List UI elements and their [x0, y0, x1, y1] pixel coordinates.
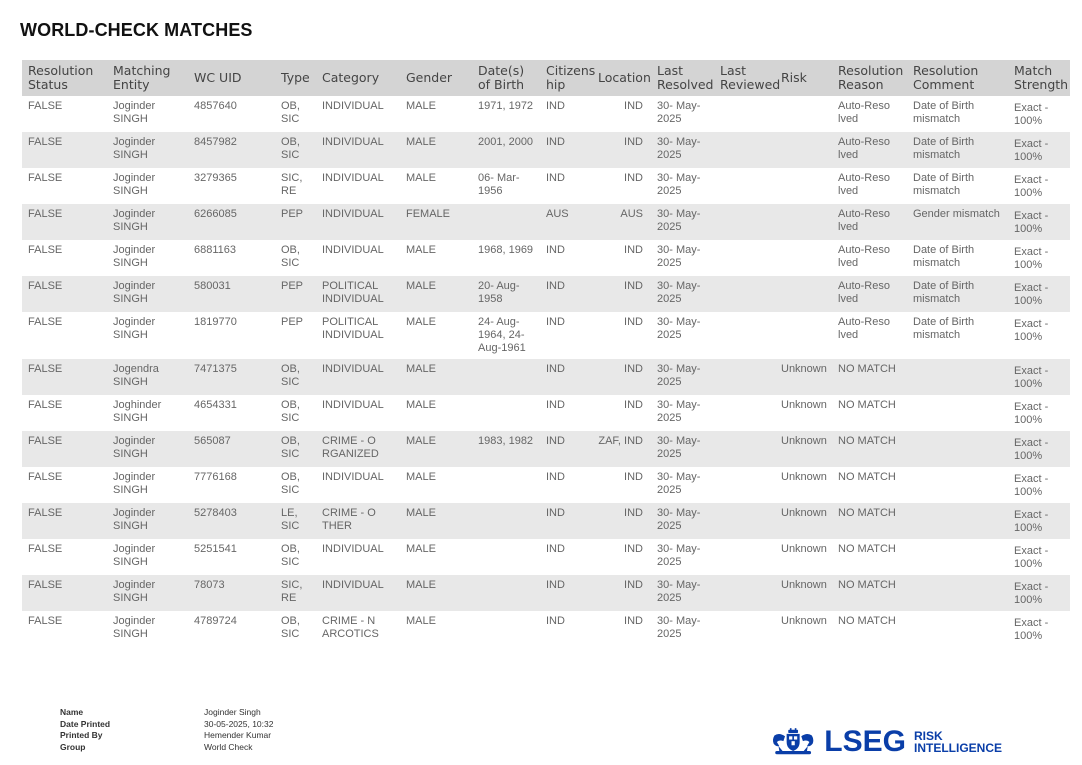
- cell-resolution-comment: Date of Birth mismatch: [913, 172, 975, 197]
- cell-wc-uid: 4789724: [194, 615, 237, 627]
- cell-category: POLITICAL INDIVIDUAL: [316, 276, 400, 312]
- cell-matching-entity: Joginder SINGH: [113, 316, 156, 341]
- cell-type: SIC, RE: [281, 172, 303, 197]
- cell-location: AUS: [592, 204, 651, 240]
- cell-type: OB, SIC: [281, 244, 300, 269]
- table-row[interactable]: [22, 204, 1070, 240]
- cell-wc-uid: 565087: [188, 431, 275, 467]
- cell-last-resolved: 30- May-2025: [651, 503, 714, 539]
- cell-type: OB, SIC: [281, 615, 300, 640]
- cell-citizenship: IND: [546, 399, 565, 411]
- cell-risk: [775, 96, 832, 132]
- column-header-match-strength[interactable]: Match Strength: [1008, 60, 1070, 96]
- table-row[interactable]: [22, 240, 1070, 276]
- cell-location: IND: [592, 575, 651, 611]
- column-header-gender[interactable]: Gender: [400, 60, 472, 96]
- cell-last-reviewed: [714, 96, 775, 132]
- cell-wc-uid: 6266085: [188, 204, 275, 240]
- cell-resolution-comment: [907, 431, 1008, 467]
- cell-match-strength: Exact - 100%: [1008, 276, 1070, 312]
- cell-type: PEP: [281, 316, 304, 328]
- cell-gender: MALE: [406, 100, 436, 112]
- footer-value-printed-by: Hemender Kumar: [204, 730, 272, 740]
- table-row[interactable]: [22, 575, 1070, 611]
- cell-wc-uid: 78073: [188, 575, 275, 611]
- cell-resolution-comment: [907, 467, 1008, 503]
- cell-location: IND: [592, 276, 651, 312]
- cell-matching-entity: Joginder SINGH: [107, 132, 188, 168]
- cell-dob: 2001, 2000: [472, 132, 540, 168]
- cell-wc-uid: 5278403: [188, 503, 275, 539]
- cell-resolution-reason: NO MATCH: [832, 359, 907, 395]
- cell-gender: MALE: [406, 172, 436, 184]
- cell-dob: [472, 204, 540, 240]
- cell-type: PEP: [275, 276, 316, 312]
- cell-citizenship: IND: [546, 172, 565, 184]
- cell-last-reviewed: [714, 431, 775, 467]
- cell-category: CRIME - N ARCOTICS: [322, 615, 379, 640]
- cell-matching-entity: Joginder SINGH: [107, 575, 188, 611]
- cell-category: INDIVIDUAL: [322, 543, 384, 555]
- cell-risk: Unknown: [781, 615, 827, 627]
- cell-wc-uid: 3279365: [194, 172, 237, 184]
- cell-resolution-reason: Auto-Reso lved: [832, 276, 907, 312]
- cell-location: IND: [624, 471, 643, 483]
- cell-resolution-comment: [907, 575, 1008, 611]
- cell-type: OB, SIC: [275, 431, 316, 467]
- cell-last-reviewed: [714, 168, 775, 204]
- cell-resolution-status: FALSE: [28, 471, 63, 483]
- cell-gender: MALE: [406, 244, 436, 256]
- cell-last-reviewed: [714, 359, 775, 395]
- cell-gender: MALE: [400, 276, 472, 312]
- cell-resolution-comment: [907, 395, 1008, 431]
- cell-location: IND: [624, 615, 643, 627]
- cell-location: IND: [592, 503, 651, 539]
- cell-risk: Unknown: [781, 471, 827, 483]
- footer-label-date-printed: Date Printed: [60, 718, 111, 729]
- cell-dob: 24- Aug-1964, 24- Aug-1961: [478, 316, 526, 354]
- cell-match-strength: Exact - 100%: [1014, 617, 1049, 642]
- cell-match-strength: Exact - 100%: [1008, 575, 1070, 611]
- cell-dob: 1968, 1969: [478, 244, 534, 256]
- table-row[interactable]: [22, 359, 1070, 395]
- cell-location: IND: [624, 316, 643, 328]
- cell-last-reviewed: [714, 312, 775, 359]
- logo-tagline: [914, 730, 1002, 754]
- cell-gender: MALE: [400, 359, 472, 395]
- cell-dob: [472, 467, 540, 503]
- cell-resolution-reason: Auto-Reso lved: [838, 172, 890, 197]
- cell-resolution-status: FALSE: [28, 172, 63, 184]
- cell-dob: [472, 359, 540, 395]
- column-header-last-resolved[interactable]: Last Resolved: [651, 60, 714, 96]
- cell-category: INDIVIDUAL: [322, 172, 384, 184]
- footer-label-name: Name: [60, 707, 84, 717]
- cell-location: IND: [624, 172, 643, 184]
- cell-resolution-comment: [907, 359, 1008, 395]
- cell-matching-entity: Joginder SINGH: [107, 503, 188, 539]
- cell-last-resolved: 30- May-2025: [657, 172, 701, 197]
- cell-resolution-reason: Auto-Reso lved: [838, 244, 890, 269]
- cell-location: IND: [624, 100, 643, 112]
- footer-label-group: Group: [60, 741, 86, 752]
- cell-type: PEP: [275, 204, 316, 240]
- cell-dob: 06- Mar-1956: [478, 172, 520, 197]
- cell-resolution-comment: Date of Birth mismatch: [907, 276, 1008, 312]
- column-header-risk[interactable]: Risk: [775, 60, 832, 96]
- cell-match-strength: Exact - 100%: [1014, 246, 1049, 271]
- cell-resolution-comment: [907, 611, 1008, 647]
- cell-resolution-status: FALSE: [22, 132, 107, 168]
- cell-dob: 20- Aug-1958: [472, 276, 540, 312]
- cell-matching-entity: Joginder SINGH: [113, 543, 156, 568]
- cell-citizenship: IND: [546, 100, 565, 112]
- cell-type: OB, SIC: [281, 471, 300, 496]
- cell-citizenship: IND: [540, 575, 592, 611]
- cell-type: OB, SIC: [281, 543, 300, 568]
- cell-citizenship: IND: [540, 276, 592, 312]
- cell-citizenship: IND: [540, 359, 592, 395]
- footer-value-group: World Check: [204, 741, 253, 752]
- cell-last-reviewed: [714, 395, 775, 431]
- table-row[interactable]: [22, 431, 1070, 467]
- cell-resolution-reason: NO MATCH: [832, 503, 907, 539]
- cell-type: SIC, RE: [275, 575, 316, 611]
- cell-category: INDIVIDUAL: [316, 204, 400, 240]
- cell-resolution-comment: Date of Birth mismatch: [913, 316, 975, 341]
- cell-type: OB, SIC: [281, 100, 300, 125]
- cell-type: OB, SIC: [275, 132, 316, 168]
- cell-matching-entity: Joginder SINGH: [113, 100, 156, 125]
- cell-resolution-reason: Auto-Reso lved: [838, 316, 890, 341]
- cell-location: ZAF, IND: [592, 431, 651, 467]
- table-row[interactable]: [22, 276, 1070, 312]
- cell-wc-uid: 580031: [188, 276, 275, 312]
- cell-resolution-comment: [907, 539, 1008, 575]
- table-row[interactable]: [22, 611, 1070, 647]
- cell-citizenship: AUS: [540, 204, 592, 240]
- cell-match-strength: Exact - 100%: [1008, 132, 1070, 168]
- footer-value-name: Joginder Singh: [204, 707, 261, 717]
- table-row[interactable]: [22, 539, 1070, 575]
- cell-gender: MALE: [400, 575, 472, 611]
- cell-category: INDIVIDUAL: [322, 471, 384, 483]
- cell-last-resolved: 30- May-2025: [657, 543, 701, 568]
- cell-location: IND: [592, 359, 651, 395]
- cell-last-resolved: 30- May-2025: [657, 244, 701, 269]
- table-row[interactable]: [22, 168, 1070, 204]
- cell-last-reviewed: [714, 539, 775, 575]
- cell-wc-uid: 8457982: [188, 132, 275, 168]
- cell-last-resolved: 30- May-2025: [651, 359, 714, 395]
- cell-resolution-comment: Gender mismatch: [907, 204, 1008, 240]
- cell-matching-entity: Joginder SINGH: [107, 431, 188, 467]
- cell-last-reviewed: [714, 467, 775, 503]
- cell-risk: Unknown: [775, 503, 832, 539]
- cell-citizenship: IND: [546, 244, 565, 256]
- column-header-wc-uid[interactable]: WC UID: [188, 60, 275, 96]
- cell-resolution-status: FALSE: [22, 575, 107, 611]
- cell-last-resolved: 30- May-2025: [657, 615, 701, 640]
- cell-risk: [775, 240, 832, 276]
- cell-type: LE, SIC: [275, 503, 316, 539]
- cell-last-resolved: 30- May-2025: [657, 471, 701, 496]
- cell-last-resolved: 30- May-2025: [651, 431, 714, 467]
- cell-resolution-reason: NO MATCH: [838, 543, 896, 555]
- cell-resolution-status: FALSE: [22, 276, 107, 312]
- cell-risk: [775, 204, 832, 240]
- cell-citizenship: IND: [540, 503, 592, 539]
- cell-match-strength: Exact - 100%: [1014, 545, 1049, 570]
- cell-gender: MALE: [406, 543, 436, 555]
- cell-dob: [472, 395, 540, 431]
- cell-matching-entity: Joghinder SINGH: [113, 399, 162, 424]
- cell-resolution-reason: NO MATCH: [832, 575, 907, 611]
- cell-match-strength: Exact - 100%: [1008, 431, 1070, 467]
- footer-label-printed-by: Printed By: [60, 730, 103, 740]
- cell-last-resolved: 30- May-2025: [657, 316, 701, 341]
- cell-gender: MALE: [400, 431, 472, 467]
- cell-category: INDIVIDUAL: [316, 575, 400, 611]
- cell-wc-uid: 5251541: [194, 543, 237, 555]
- cell-match-strength: Exact - 100%: [1014, 174, 1049, 199]
- cell-matching-entity: Joginder SINGH: [107, 276, 188, 312]
- cell-location: IND: [624, 244, 643, 256]
- cell-resolution-comment: Date of Birth mismatch: [913, 244, 975, 269]
- cell-category: INDIVIDUAL: [322, 399, 384, 411]
- cell-wc-uid: 1819770: [194, 316, 237, 328]
- cell-citizenship: IND: [546, 471, 565, 483]
- cell-category: INDIVIDUAL: [322, 100, 384, 112]
- cell-gender: FEMALE: [400, 204, 472, 240]
- page-title: WORLD-CHECK MATCHES: [20, 20, 253, 40]
- cell-matching-entity: Joginder SINGH: [113, 615, 156, 640]
- cell-category: INDIVIDUAL: [316, 132, 400, 168]
- cell-last-reviewed: [714, 132, 775, 168]
- cell-category: INDIVIDUAL: [316, 359, 400, 395]
- cell-resolution-reason: NO MATCH: [838, 399, 896, 411]
- cell-risk: Unknown: [775, 431, 832, 467]
- cell-match-strength: Exact - 100%: [1008, 503, 1070, 539]
- cell-location: IND: [624, 399, 643, 411]
- cell-resolution-status: FALSE: [28, 316, 63, 328]
- cell-citizenship: IND: [546, 543, 565, 555]
- cell-dob: [472, 539, 540, 575]
- cell-risk: Unknown: [775, 575, 832, 611]
- column-header-matching-entity[interactable]: Matching Entity: [107, 60, 188, 96]
- cell-resolution-status: FALSE: [22, 503, 107, 539]
- cell-last-resolved: 30- May-2025: [651, 575, 714, 611]
- table-row[interactable]: [22, 503, 1070, 539]
- cell-resolution-status: FALSE: [22, 359, 107, 395]
- cell-category: CRIME - O THER: [316, 503, 400, 539]
- cell-risk: [775, 168, 832, 204]
- column-header-resolution-reason[interactable]: Resolution Reason: [832, 60, 907, 96]
- cell-wc-uid: 6881163: [194, 244, 237, 256]
- cell-citizenship: IND: [546, 316, 565, 328]
- cell-last-reviewed: [714, 611, 775, 647]
- cell-matching-entity: Jogendra SINGH: [107, 359, 188, 395]
- cell-matching-entity: Joginder SINGH: [107, 204, 188, 240]
- cell-resolution-reason: NO MATCH: [838, 471, 896, 483]
- cell-resolution-reason: Auto-Reso lved: [832, 204, 907, 240]
- cell-wc-uid: 7776168: [194, 471, 237, 483]
- cell-type: OB, SIC: [275, 359, 316, 395]
- cell-dob: 1971, 1972: [478, 100, 534, 112]
- cell-resolution-comment: Date of Birth mismatch: [907, 132, 1008, 168]
- cell-last-reviewed: [714, 503, 775, 539]
- cell-match-strength: Exact - 100%: [1008, 359, 1070, 395]
- table-row[interactable]: [22, 312, 1070, 359]
- cell-last-resolved: 30- May-2025: [657, 399, 701, 424]
- table-row[interactable]: [22, 467, 1070, 503]
- cell-citizenship: IND: [540, 132, 592, 168]
- cell-matching-entity: Joginder SINGH: [113, 172, 156, 197]
- cell-citizenship: IND: [546, 615, 565, 627]
- column-header-last-reviewed[interactable]: Last Reviewed: [714, 60, 775, 96]
- cell-resolution-comment: Date of Birth mismatch: [913, 100, 975, 125]
- cell-dob: [472, 575, 540, 611]
- cell-last-resolved: 30- May-2025: [651, 204, 714, 240]
- cell-risk: Unknown: [781, 399, 827, 411]
- cell-match-strength: Exact - 100%: [1014, 318, 1049, 343]
- cell-matching-entity: Joginder SINGH: [113, 471, 156, 496]
- cell-resolution-status: FALSE: [28, 543, 63, 555]
- cell-risk: [775, 276, 832, 312]
- cell-type: OB, SIC: [281, 399, 300, 424]
- logo-brand: LSEG: [824, 725, 906, 758]
- cell-resolution-status: FALSE: [28, 244, 63, 256]
- cell-match-strength: Exact - 100%: [1014, 473, 1049, 498]
- logo-tagline-line2: INTELLIGENCE: [913, 741, 1002, 755]
- cell-last-resolved: 30- May-2025: [651, 132, 714, 168]
- cell-resolution-status: FALSE: [22, 204, 107, 240]
- table-row[interactable]: [22, 395, 1070, 431]
- cell-risk: [775, 312, 832, 359]
- table-header-row: [22, 60, 1070, 96]
- cell-resolution-status: FALSE: [28, 100, 63, 112]
- column-header-type[interactable]: Type: [275, 60, 316, 96]
- cell-match-strength: Exact - 100%: [1014, 102, 1049, 127]
- table-row[interactable]: [22, 132, 1070, 168]
- cell-wc-uid: 7471375: [188, 359, 275, 395]
- matches-table: [22, 60, 1070, 647]
- cell-match-strength: Exact - 100%: [1014, 401, 1049, 426]
- cell-last-reviewed: [714, 276, 775, 312]
- cell-last-reviewed: [714, 575, 775, 611]
- cell-last-resolved: 30- May-2025: [657, 100, 701, 125]
- cell-resolution-status: FALSE: [28, 615, 63, 627]
- cell-last-reviewed: [714, 240, 775, 276]
- cell-resolution-reason: NO MATCH: [838, 615, 896, 627]
- cell-last-resolved: 30- May-2025: [651, 276, 714, 312]
- cell-last-reviewed: [714, 204, 775, 240]
- cell-wc-uid: 4857640: [194, 100, 237, 112]
- column-header-resolution-comment[interactable]: Resolution Comment: [907, 60, 1008, 96]
- cell-gender: MALE: [400, 503, 472, 539]
- cell-resolution-status: FALSE: [22, 431, 107, 467]
- cell-location: IND: [624, 543, 643, 555]
- cell-gender: MALE: [406, 316, 436, 328]
- cell-category: INDIVIDUAL: [322, 244, 384, 256]
- logo-tagline-line1: RISK: [913, 729, 943, 743]
- crest-icon: [772, 725, 814, 759]
- column-header-dob[interactable]: Date(s) of Birth: [472, 60, 540, 96]
- cell-risk: Unknown: [781, 543, 827, 555]
- column-header-citizenship[interactable]: Citizens hip: [540, 60, 592, 96]
- cell-resolution-status: FALSE: [28, 399, 63, 411]
- column-header-location[interactable]: Location: [592, 60, 651, 96]
- cell-resolution-reason: Auto-Reso lved: [838, 100, 890, 125]
- table-row[interactable]: [22, 96, 1070, 132]
- cell-gender: MALE: [406, 615, 436, 627]
- cell-match-strength: Exact - 100%: [1008, 204, 1070, 240]
- cell-wc-uid: 4654331: [194, 399, 237, 411]
- cell-gender: MALE: [406, 399, 436, 411]
- cell-matching-entity: Joginder SINGH: [113, 244, 156, 269]
- cell-resolution-reason: NO MATCH: [832, 431, 907, 467]
- cell-risk: Unknown: [775, 359, 832, 395]
- cell-citizenship: IND: [540, 431, 592, 467]
- cell-resolution-reason: Auto-Reso lved: [832, 132, 907, 168]
- cell-risk: [775, 132, 832, 168]
- cell-gender: MALE: [400, 132, 472, 168]
- cell-location: IND: [592, 132, 651, 168]
- footer-value-date-printed: 30-05-2025, 10:32: [204, 718, 274, 729]
- cell-dob: [472, 611, 540, 647]
- column-header-category[interactable]: Category: [316, 60, 400, 96]
- cell-category: CRIME - O RGANIZED: [316, 431, 400, 467]
- cell-dob: [472, 503, 540, 539]
- column-header-resolution-status[interactable]: Resolution Status: [22, 60, 107, 96]
- lseg-logo: [772, 724, 1002, 760]
- cell-gender: MALE: [406, 471, 436, 483]
- cell-resolution-comment: [907, 503, 1008, 539]
- cell-dob: 1983, 1982: [472, 431, 540, 467]
- cell-category: POLITICAL INDIVIDUAL: [322, 316, 384, 341]
